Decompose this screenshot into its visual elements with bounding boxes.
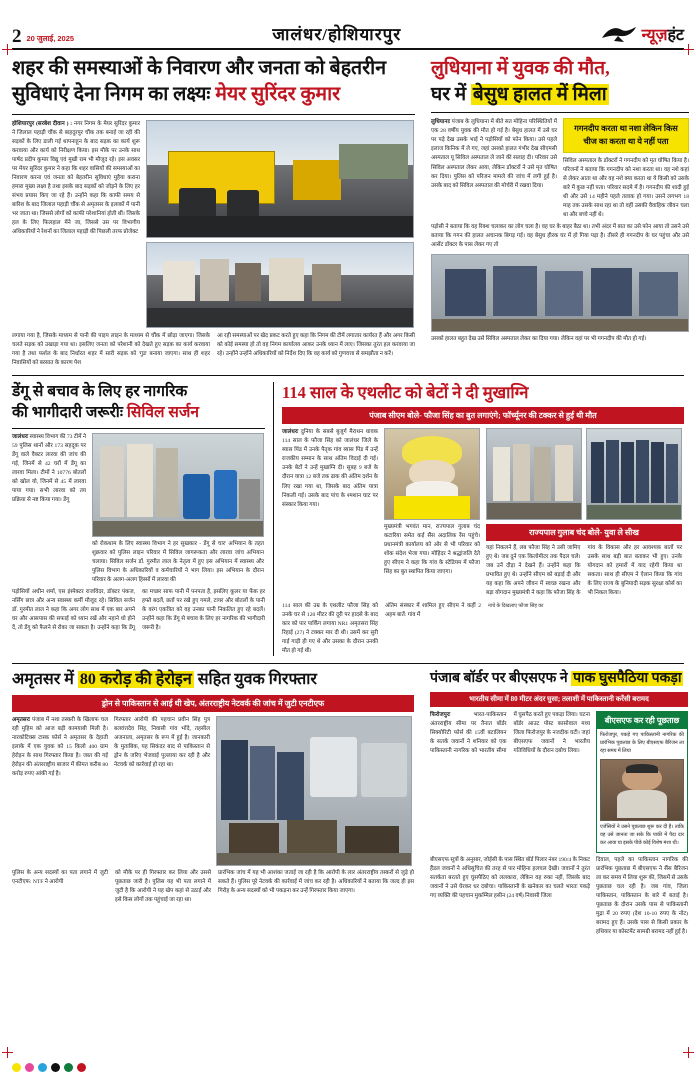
story-ludhiana-headline: लुधियाना में युवक की मौत, घर में बेसुध हालत में मिला bbox=[431, 56, 689, 113]
story-dengue bbox=[12, 382, 265, 656]
story-municipal-dateline: होशियारपुर (सरबेश दीवान ) : bbox=[12, 120, 73, 127]
story-athlete-governor-banner: राज्यपाल गुलाब चंद बोले- युवा ले सीख bbox=[486, 524, 682, 541]
section-two bbox=[12, 375, 684, 656]
registration-mark-bottom-right bbox=[683, 1047, 694, 1058]
story-heroin bbox=[12, 670, 414, 937]
police-investigation-photo bbox=[431, 254, 689, 332]
story-municipal-body-3: आ रही समस्याओं पर खेद प्रकट करते हुए कहा कि निगम की टीमें लगातार कार्यरत हैं और अगर किसी को कोई समस्या हो तो वह निगम कार्यालय आकर उनके ध्यान में लाए। जिसका तुरंत हल करवाया जा रहे। उन्होंने उन्होंने अधिकारियों को निर्देश दिए कि वह कार्य को गुणवत्ता से समझौता न करें। bbox=[217, 332, 415, 357]
story-bsf-body-3: पाकिस्तानी के खनेकार का चलते भारतः पकड़े गए व्यक्ति की पहचान मुकम्मिल हसीन (24 वर्ष) निवासी जिला bbox=[430, 883, 591, 899]
story-ludhiana-death bbox=[431, 56, 689, 368]
story-dengue-body-3: पड़ोसियों अधीन शर्मा, एस इंस्पेक्टर राजविंदर, डॉक्टर पंकज, नर्सिंग छात्र और अन्य स्वास्थ्य कर्मी मौजूद रहे। सिविल सर्जन डॉ. गुरमीत लाल ने कहा कि अगर लोग साथ में एक बार अपने घर और आसपास की सफाई को ध्यान रखें और नहाने धो होने दें, तो डेंगू को फैलने से रोका जा सकता है। उन्होंने कहा कि डेंगू का मच्छर साफ पानी में पनपता है, इसलिए कूलर या फेंक हर हफ्ते बदलें, छतों पर रखे हुए गमले, टायर और बोतलों के पानी के वरंग एकत्रित को वह उनका पानी निकलित हुए रहे बदलें। उन्होंने कहा कि डेंगू से बचाव के लिए हर नागरिक की भागीदारी जरूरी है। bbox=[12, 588, 265, 632]
story-bsf-body-1: भारत-पाकिस्तान अंतरराष्ट्रीय सीमा पर तैनात बॉर्डर सिक्योरिटी फोर्स की 15वीं बटालियन के सतर्क जवानों ने शनिवार को एक पाकिस्तानी नागरिक को भारतीय सीमा में घुसपैठ करते हुए पकड़ा लिया। घटना बॉर्डर आउट पोस्ट कासोवाल मध्य जिला फिरोजपुर के नजदीक घटी। जहां बीएसएफ जवानों ने भारतीय गतिविधियों के दौरान दबोच लिया। bbox=[430, 712, 590, 755]
story-athlete-caption: नाचे के दिखलाए फौजा सिंह का bbox=[488, 603, 544, 609]
story-heroin-body-2: गिरफ्तार आरोपी की पहचान प्रवीन सिंह पुत्र बलवंत्तदेव सिंह, निवासी गांव भोंदे, तहसील अजनाला, अमृतसर के रूप में हुई है। जानकारी के मुताबिक, यह सिकंदर बाद से पाकिस्तान से ड्रोन के जरिए भेजवाई पुल्लाया कर रही है और नेटवर्क को कार्रवाई हो रहा था। bbox=[114, 716, 210, 768]
story-heroin-dateline: अमृतसरः bbox=[12, 716, 31, 723]
story-dengue-dateline: जालंधरः bbox=[12, 433, 29, 440]
story-bsf-body-2: बीएसएफ सूत्रों के अनुसार, जोईसी के पास स्थित बॉर्ड पिलार नंबर 190/4 के निकट हैंडल जवानों ने अधिसुचित की तरह से पार मोहिना हलचल देखी। जवानों ने तुरंत सतर्कता बरतते हुए घुसपैठिए को ललकारा, लेकिन वह रुका नहीं, जिसके बाद जवानों ने उसे घेरकर धर दबोचा। bbox=[430, 856, 590, 890]
story-athlete-headline: 114 साल के एथलीट को बेटों ने दी मुखाग्नि bbox=[282, 382, 529, 402]
story-bsf-body-4: दिवाल, पहले का पाकिस्तान नागरिक की प्रारंभिक पूछताछ में बीएसएफ ने सैंस बैरिजन ला कर समय में लिया शुरू की, जिसमें से उसके पुछताछ चल रही है। bbox=[596, 856, 688, 890]
story-bsf bbox=[430, 670, 688, 937]
story-bsf-sub-banner: भारतीय सीमा में 80 मीटर अंदर घुसा; तलाशी में पाकिस्तानी करेंसी बरामद bbox=[430, 692, 688, 707]
story-bsf-dateline: फिरोजपुरः bbox=[430, 712, 451, 718]
story-ludhiana-body-4: उसको हालत बहुत देख उसे सिविल अस्पताल लेकर का दिया गया। लेकिन वहां पर भी गगनदीप की मौत हो गई। bbox=[431, 336, 647, 343]
story-athlete bbox=[282, 382, 684, 656]
story-bsf-side-box bbox=[596, 711, 688, 853]
section-three bbox=[12, 663, 688, 937]
story-athlete-body-2: मुख्यमंत्री भगवंत मान, राज्यपाल गुलाब चंद कटारिया समेत कई सैंस अदालिक रेंस पहुंचे। प्रधानमंत्री कार्यालय को ओर से भी परिवार को शोक संदेश भेजा गया। मोहिंदर ने श्रद्धांजलि देते हुए सीएम ने कहा कि गांव के स्टेडियम में फौजा सिंह का बुत स्थापित किया जाएगा। bbox=[384, 524, 480, 576]
story-bsf-headline: पंजाब बॉर्डर पर बीएसएफ ने पाक घुसपैठिया पकड़ा bbox=[430, 670, 682, 686]
story-bsf-green-banner: बीएसएफ कर रही पूछताछ bbox=[597, 712, 687, 729]
publication-date: 20 जुलाई, 2025 bbox=[26, 34, 75, 43]
story-ludhiana-body-2: पड़ोसी ने बताया कि वह रिक्श चलाकर का लोग चला है। वह घर के बाहर बैठा था। तभी अंदर में बात का उसे फोन आया तो उसने उसे बताया कि गगन की हालत अचानक बिगड़ गई। वह बेसुध हीरक घर में हो गिया पड़ा है। तीसरे ही गगनदीप के घर पहुंचा और उसे आसेंट डॉक्टर के पास लेकर गए तो bbox=[431, 224, 689, 249]
column-divider bbox=[273, 382, 274, 656]
story-heroin-sub-banner: ड्रोन से पाकिस्तान से आई थी खेप, अंतरराष्ट्रीय नेटवर्क की जांच में जुटी एनटीएफ bbox=[12, 695, 414, 712]
mayor-inspecting-road-photo bbox=[146, 242, 414, 328]
registration-mark-right bbox=[683, 44, 694, 55]
story-dengue-headline: डेंगू से बचाव के लिए हर नागरिक की भागीदारी जरूरीः सिविल सर्जन bbox=[12, 382, 199, 421]
eagle-logo-icon bbox=[600, 24, 638, 44]
story-athlete-body-3: 114 साल की उम्र के एथलीट फौजा सिंह को उनके घर से 120 मीटर की दूरी पर हादसे के बाद कार को पार पार्किंग लगाया NR1 अमृतसरा सिंह रिहाई (27) ने टक्कर मार दी थी। उसमें कर सुरी गाई गाड़ी ही गए थे और उसका के दौरान उनकी मौत हो गई थी। bbox=[282, 602, 378, 654]
fauja-singh-portrait-photo bbox=[384, 428, 480, 520]
road-roller-construction-photo bbox=[146, 120, 414, 238]
story-heroin-body-5: प्रारंभिक जांच में यह भी आशंका जताई जा रही है कि आरोपी के लार अंतरराष्ट्रीय तस्करों से जुड़े हो सकते हैं। पुलिस पूरे नेटवर्क की कार्रवाई में जांच कर रही है। अधिकारियों ने बताया कि जल्द ही इस गिरोह के अन्य सदस्यों को भी पकड़ना कर उन्हें गिरफ्तार किया जाएगा। bbox=[218, 869, 414, 894]
story-heroin-body-3: पुलिस के अन्य सदस्यों का पता लगाने में जुटी एनटीएफ: NTF ने आरोपी bbox=[12, 869, 108, 885]
story-ludhiana-body-1: पंजाब के लुधियाना में बीते सत मोहिना परिस्थितियों में एक 28 वर्षीय युवक की मौत हो गई है। बेसुध हालत में उसे घर पर पड़े देख उसके भाई ने पड़ोसियों को फोन किया। उसे पहले इलाज किनिक में ले गए, जहां उसको हालत गंभीर देख सीएमसी अस्पताल यू सिविल अस्पताल ले जाने की सलाह दी। परिवार उसे सिविल अस्पताल लेकर आया, लेकिन डॉक्टरों ने उसे मृत घोषित कर दिया। पुलिस को परिजन मामले की जांच में लगी हुई है। उसके बाद को सिविल अस्पताल की मोर्चरी में रखवा दिया। bbox=[431, 119, 557, 189]
funeral-ceremony-photo bbox=[486, 428, 582, 520]
registration-mark-bottom-left bbox=[2, 1047, 13, 1058]
story-ludhiana-body-3: सिविल अस्पताल के डॉक्टरों ने गगनदीप को मृत घोषित किया है। परिजनों ने बताया कि गगनदीप को नशा करता था। वह नशे कहां से लेकर आता था और वह नशे क्या करता था ये किसी को उसके बारे में कुछ नहीं पता। परिवार सदमे में है। गगनदीप की शादी हुई थी और उसे 14 महीने पहले तलाक हो गया। उसने लगभग 18 माह तक उसके साथ रहा था तो वहीं उसकी वैवाहिक जीवन चला था और बच्चे नहीं थे। bbox=[563, 157, 689, 219]
story-athlete-body-1: दुनिया के सबसे बुजुर्ग मैराथन धावक 114 साल के फौजा सिंह को जालंधर जिले के ब्यास पिंड में उनके पैतृक गांव ब्यास पिंड में उन्हें राजकीय सम्मान के साथ अंतिम विदाई दी गई। उनके बेटों ने उन्हें मुखाग्नि दी। सुबह 9 बजे के दौरान यात्रा 12 बजे तक ढाक की अंतिम दर्शन के लिए रखा गया था, जिसके बाद अंतिम यात्रा निकली गई। उसके बाद पांच के श्मशान घाट पर संस्कार किया गया। bbox=[282, 429, 378, 508]
story-heroin-body-1: पंजाब में नशा तस्करी के खिलाफ चल रही मुहिम को आज बड़ी कामयाबी मिली है। नारकोटिक्स टास्क फोर्स ने अमृतसर के देहाती इलाके में एक युवक को 15 किलो 400 ग्राम हेरोइन के साथ गिरफ्तार किया है। जब्त की गई हेरोइन की अंतरराष्ट्रीय बाजार में कीमत करीब 80 करोड़ रुपए आंकी गई है। bbox=[12, 716, 108, 777]
masthead-left bbox=[12, 27, 74, 46]
story-heroin-body-4: को मौके पर ही गिरफ्तार कर लिया और उससे पूछताछ जारी है। पुलिस यह भी पता लगाने में जुटी है कि आरोपी ने यह खेप कहां से उठाई और इसे किस लोगों तक पहुंचाई जा रहा था। bbox=[115, 869, 211, 903]
story-municipal-body-2: लगाया गया है, जिसके माध्यम से पानी की पाइप लाइन के माध्यम से चौंक में छोड़ा जाएगा। जिसके चलते सड़क को उखाड़ा गया था। इसलिए जनता को परेशानी को देखते हुए सड़क का कार्य करवाया गया है तथा फर्शल के बाद निर्धारत शहर में सारी सड़क को 'गुड' बनाया जाएगा। साथ ही शहर निवासियों को बरसात के कारण पेश bbox=[12, 332, 210, 366]
registration-mark-left bbox=[2, 44, 13, 55]
story-bsf-body-6: जब गांव, जिला पाकिस्तान, पाकिस्तान के बारे में बताई है। पूछताछ के दौरान उसके पास से पाकिस्तानी मुद्रा में 20 रुपए (देश 10-10 रुपए के नोट) बरामद हुए हैं। उसके पास से किसी प्रकार के हथियार या कोस्टमेंट सामग्री बरामद नहीं हुई है। bbox=[596, 883, 688, 935]
police-guard-of-honour-photo bbox=[586, 428, 682, 520]
arrested-pakistani-national-portrait bbox=[600, 759, 684, 821]
story-heroin-headline: अमृतसर में 80 करोड़ की हेरोइन सहित युवक गिरफ्तार bbox=[12, 670, 317, 688]
print-color-bar bbox=[12, 1063, 86, 1072]
story-dengue-body-1: स्वास्थ्य विभाग की 73 टीमें ने 59 पुलिस थानों और 173 सहदूक पर डेंगू वाले वैक्टर लारवा की जांच की गई, जिनमें से 42 घरों में डेंगू का लारवा मिला। टीमों ने 10776 बोतलों को खोल यो, जिनमें से 45 में लारवा पाया गया। सभी लारवा को तय प्रक्रिया से नष्ट किया गया। डेंगू bbox=[12, 433, 86, 503]
story-bsf-body-5: एजेंसियों ने उसने पूछताछ शुरू कर दी है। ताकि वह उसे जानता जा सके कि पाकी में पैदा दार कर आया या इसके पीछे कोई विशेष मंशा थी। bbox=[600, 825, 684, 847]
story-municipal bbox=[12, 56, 415, 368]
masthead-logo bbox=[600, 23, 684, 46]
dengue-awareness-drive-photo bbox=[92, 433, 264, 537]
story-municipal-body-1: नगर निगम के मेयर सुरिंदर कुमार ने जिलाल पहाड़ी चौंक से बाहदुरपुर चौंक तक बनाई जा रही की सड़कों के लिए डाली गई थापनाहून के बाद सड़क का कार्य शुरू करवाया और कार्य को निरीक्षण किया। इस मौके पर उनके साथ पार्षद प्रदीप कुमार विद्यु एवं मुखी राम भी मौजूद रहे। इस अवसर पर मेयर सुरिंदर कुमार ने कहा कि शहर वासियों की समस्याओं का निवारण करना एवं जनता को बेहतरीन सुविधाएं मुहैया कराना हमारा मुख्य लक्ष्य है तथा इसके बाद सड़कों को जोड़ने के लिए हर संभव प्रयास किए जा रहे हैं। उन्होंने कहा कि काफी समय से बारिश के बाद जिलाल पहाड़ी चौंक से अमृतसर के इलाकों में पानी भर जाता था। जिससे लोगों को काफी परेशानियां होती थीं। जिसके हल के लिए फिलहाल मेंने जा, जिससे उस पर विभागीय अधिकारियों ने रेशनों का जिलाल पहाड़ी की पिछली तरफ प्रोजेक्ट bbox=[12, 120, 140, 236]
story-municipal-headline: शहर की समस्याओं के निवारण और जनता को बेहतरीन सुविधाएं देना निगम का लक्ष्यः मेयर सुरिंदर कुमार bbox=[12, 56, 415, 115]
logo-text: न्यूज़हंट bbox=[641, 27, 684, 44]
story-dengue-body-2: को रोकथाम के लिए स्वास्थ्य विभाग ने हर सुखकार - डेंगू से चार' अभियान के तहत शुक्रवार को पुलिस लाइन परिवार में सिविल जागरूकता और लारवा जांच अभियान चलाया। सिविल सर्जन डॉ. गुरमीत लाल के नेतृत्व में हुए इस अभियान में स्वास्थ्य और पुलिस विभाग के अधिकारियों व कर्मचारियों ने भाग लिया। इस अभियान के दौरान परिवार के अलग-अलग हिस्सों में लारवा की bbox=[92, 540, 264, 583]
story-athlete-dateline: जालंधरः bbox=[282, 429, 299, 436]
story-bsf-caption: फिरोजपुर, पकड़े गए पाकिस्तानी नागरिक की प्रारंभिक पूछताछ के लिए बीएसएफ बैरिजन ला रहा समय में लिया bbox=[600, 733, 684, 755]
masthead bbox=[12, 10, 684, 50]
story-athlete-sub-banner: पंजाब सीएम बोले- फौजा सिंह का बुत लगाएंगे; फॉर्च्यूनर की टक्कर से हुई थी मौत bbox=[282, 407, 684, 424]
story-athlete-body-4: अंतिम संस्कार में शामिल हुए सीएम ने कहीं 2 अहम बातें: गांव में bbox=[385, 602, 481, 618]
ntf-police-seizure-photo bbox=[216, 716, 412, 866]
top-stories-row bbox=[12, 56, 689, 368]
story-athlete-body-5: यहां निकलने हैं, लब फौजा सिंह ने उसी जामिए हुए थे। जब दुने एक किलोमीटर तक पैदल चले। जब उनें दौड़ा ने देखने हैं। उन्होंने कहा कि प्रभावित हुए थे। उन्होंने सीएम को बड़ाई दी और यह कहा कि अपने जीवन में स्वच्छ रखना और बड़ा योगदान मुख्यमंत्री ने कहा कि फौजा सिंह के गांव के विकास और हर आवश्यक बातों पर उसके साथ बड़ी बात बताकर भी हुए। उनके योगदान को हमारों में याद रहेगी किया था सकता। साथ ही सीएम ने ऐलान किया कि गांव के लिए राज्य के बुनियादी सड़क सुरक्षा कोर्स का भी निकल किया। bbox=[486, 545, 682, 597]
story-ludhiana-dateline: लुधियानाः bbox=[431, 119, 451, 126]
story-ludhiana-sub-banner: गगनदीप करता था नशा लेकिन किस चीज का करता था ये नहीं पता bbox=[563, 118, 689, 153]
edition-name: जालंधर/होशियारपुर bbox=[272, 25, 402, 44]
page-number: 2 bbox=[12, 26, 22, 47]
